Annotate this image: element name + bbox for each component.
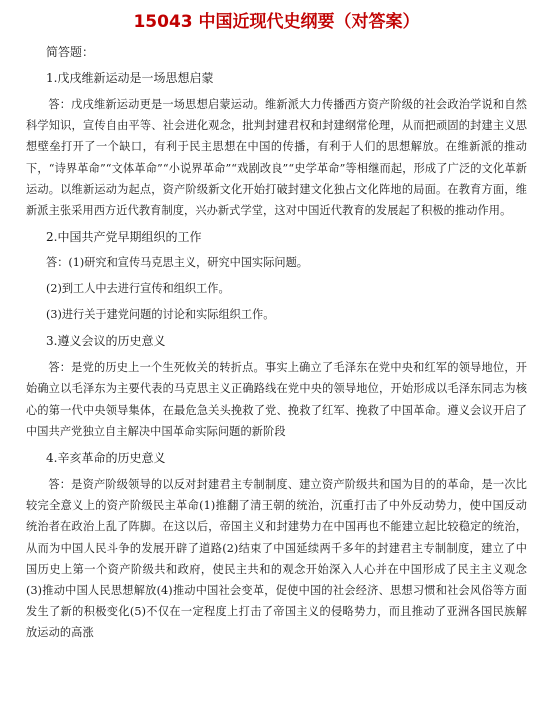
question-3-answer: 答：是党的历史上一个生死攸关的转折点。事实上确立了毛泽东在党中央和红军的领导地位，开始确立以毛泽东为主要代表的马克思主义正确路线在党中央的领导地位，开始形成以毛泽东同志为核心的第一代中央领导集体，在最危急关头挽救了党、挽救了红军、挽救了中国革命。遵义会议开启了中国共产党独立自主解决中国革命实际问题的新阶段 — [26, 361, 527, 438]
question-4-title: 4.辛亥革命的历史意义 — [46, 451, 166, 466]
question-2-title: 2.中国共产党早期组织的工作 — [46, 230, 202, 245]
section-label: 简答题： — [46, 45, 95, 59]
question-2-item-3: (3)进行关于建党问题的讨论和实际组织工作。 — [46, 308, 275, 322]
question-4-answer: 答：是资产阶级领导的以反对封建君主专制制度、建立资产阶级共和国为目的的革命，是一次比较完全意义上的资产阶级民主革命(1)推翻了清王朝的统治，沉重打击了中外反动势力，使中国反动统治者在政治上乱了阵脚。在这以后，帝国主义和封建势力在中国再也不能建立起比较稳定的统治，从而为中国人民斗争的发展开辟了道路(2)结束了中国延续两千多年的封建君主专制制度，建立了中国历史上第一个资产阶级共和政府，使民主共和的观念开始深入人心并在中国形成了民主主义观念(3)推动中国人民思想解放(4)推动中国社会变革，促使中国的社会经济、思想习惯和社会风俗等方面发生了新的积极变化(5)不仅在一定程度上打击了帝国主义的侵略势力，而且推动了亚洲各国民族解放运动的高涨 — [26, 478, 527, 640]
question-3-title: 3.遵义会议的历史意义 — [46, 334, 166, 349]
question-2-item-1: 答：(1)研究和宣传马克思主义，研究中国实际问题。 — [46, 256, 308, 270]
question-1-title: 1.戊戌维新运动是一场思想启蒙 — [46, 71, 214, 85]
document-title: 15043 中国近现代史纲要（对答案） — [133, 12, 420, 32]
question-2-item-2: (2)到工人中去进行宣传和组织工作。 — [46, 282, 230, 296]
question-1-answer: 答：戊戌维新运动更是一场思想启蒙运动。维新派大力传播西方资产阶级的社会政治学说和自然科学知识，宣传自由平等、社会进化观念，批判封建君权和封建纲常伦理，从而把顽固的封建主义思想壁垒打开了一个缺口，有利于民主思想在中国的传播，有利于人们的思想解放。在维新派的推动下，“诗界革命”“文体革命”“小说界革命”“戏剧改良”“史学革命”等相继而起，形成了广泛的文化革新运动。以维新运动为起点，资产阶级新文化开始打破封建文化独占文化阵地的局面。在教育方面，维新派主张采用西方近代教育制度，兴办新式学堂，这对中国近代教育的发展起了积极的推动作用。 — [26, 98, 527, 218]
